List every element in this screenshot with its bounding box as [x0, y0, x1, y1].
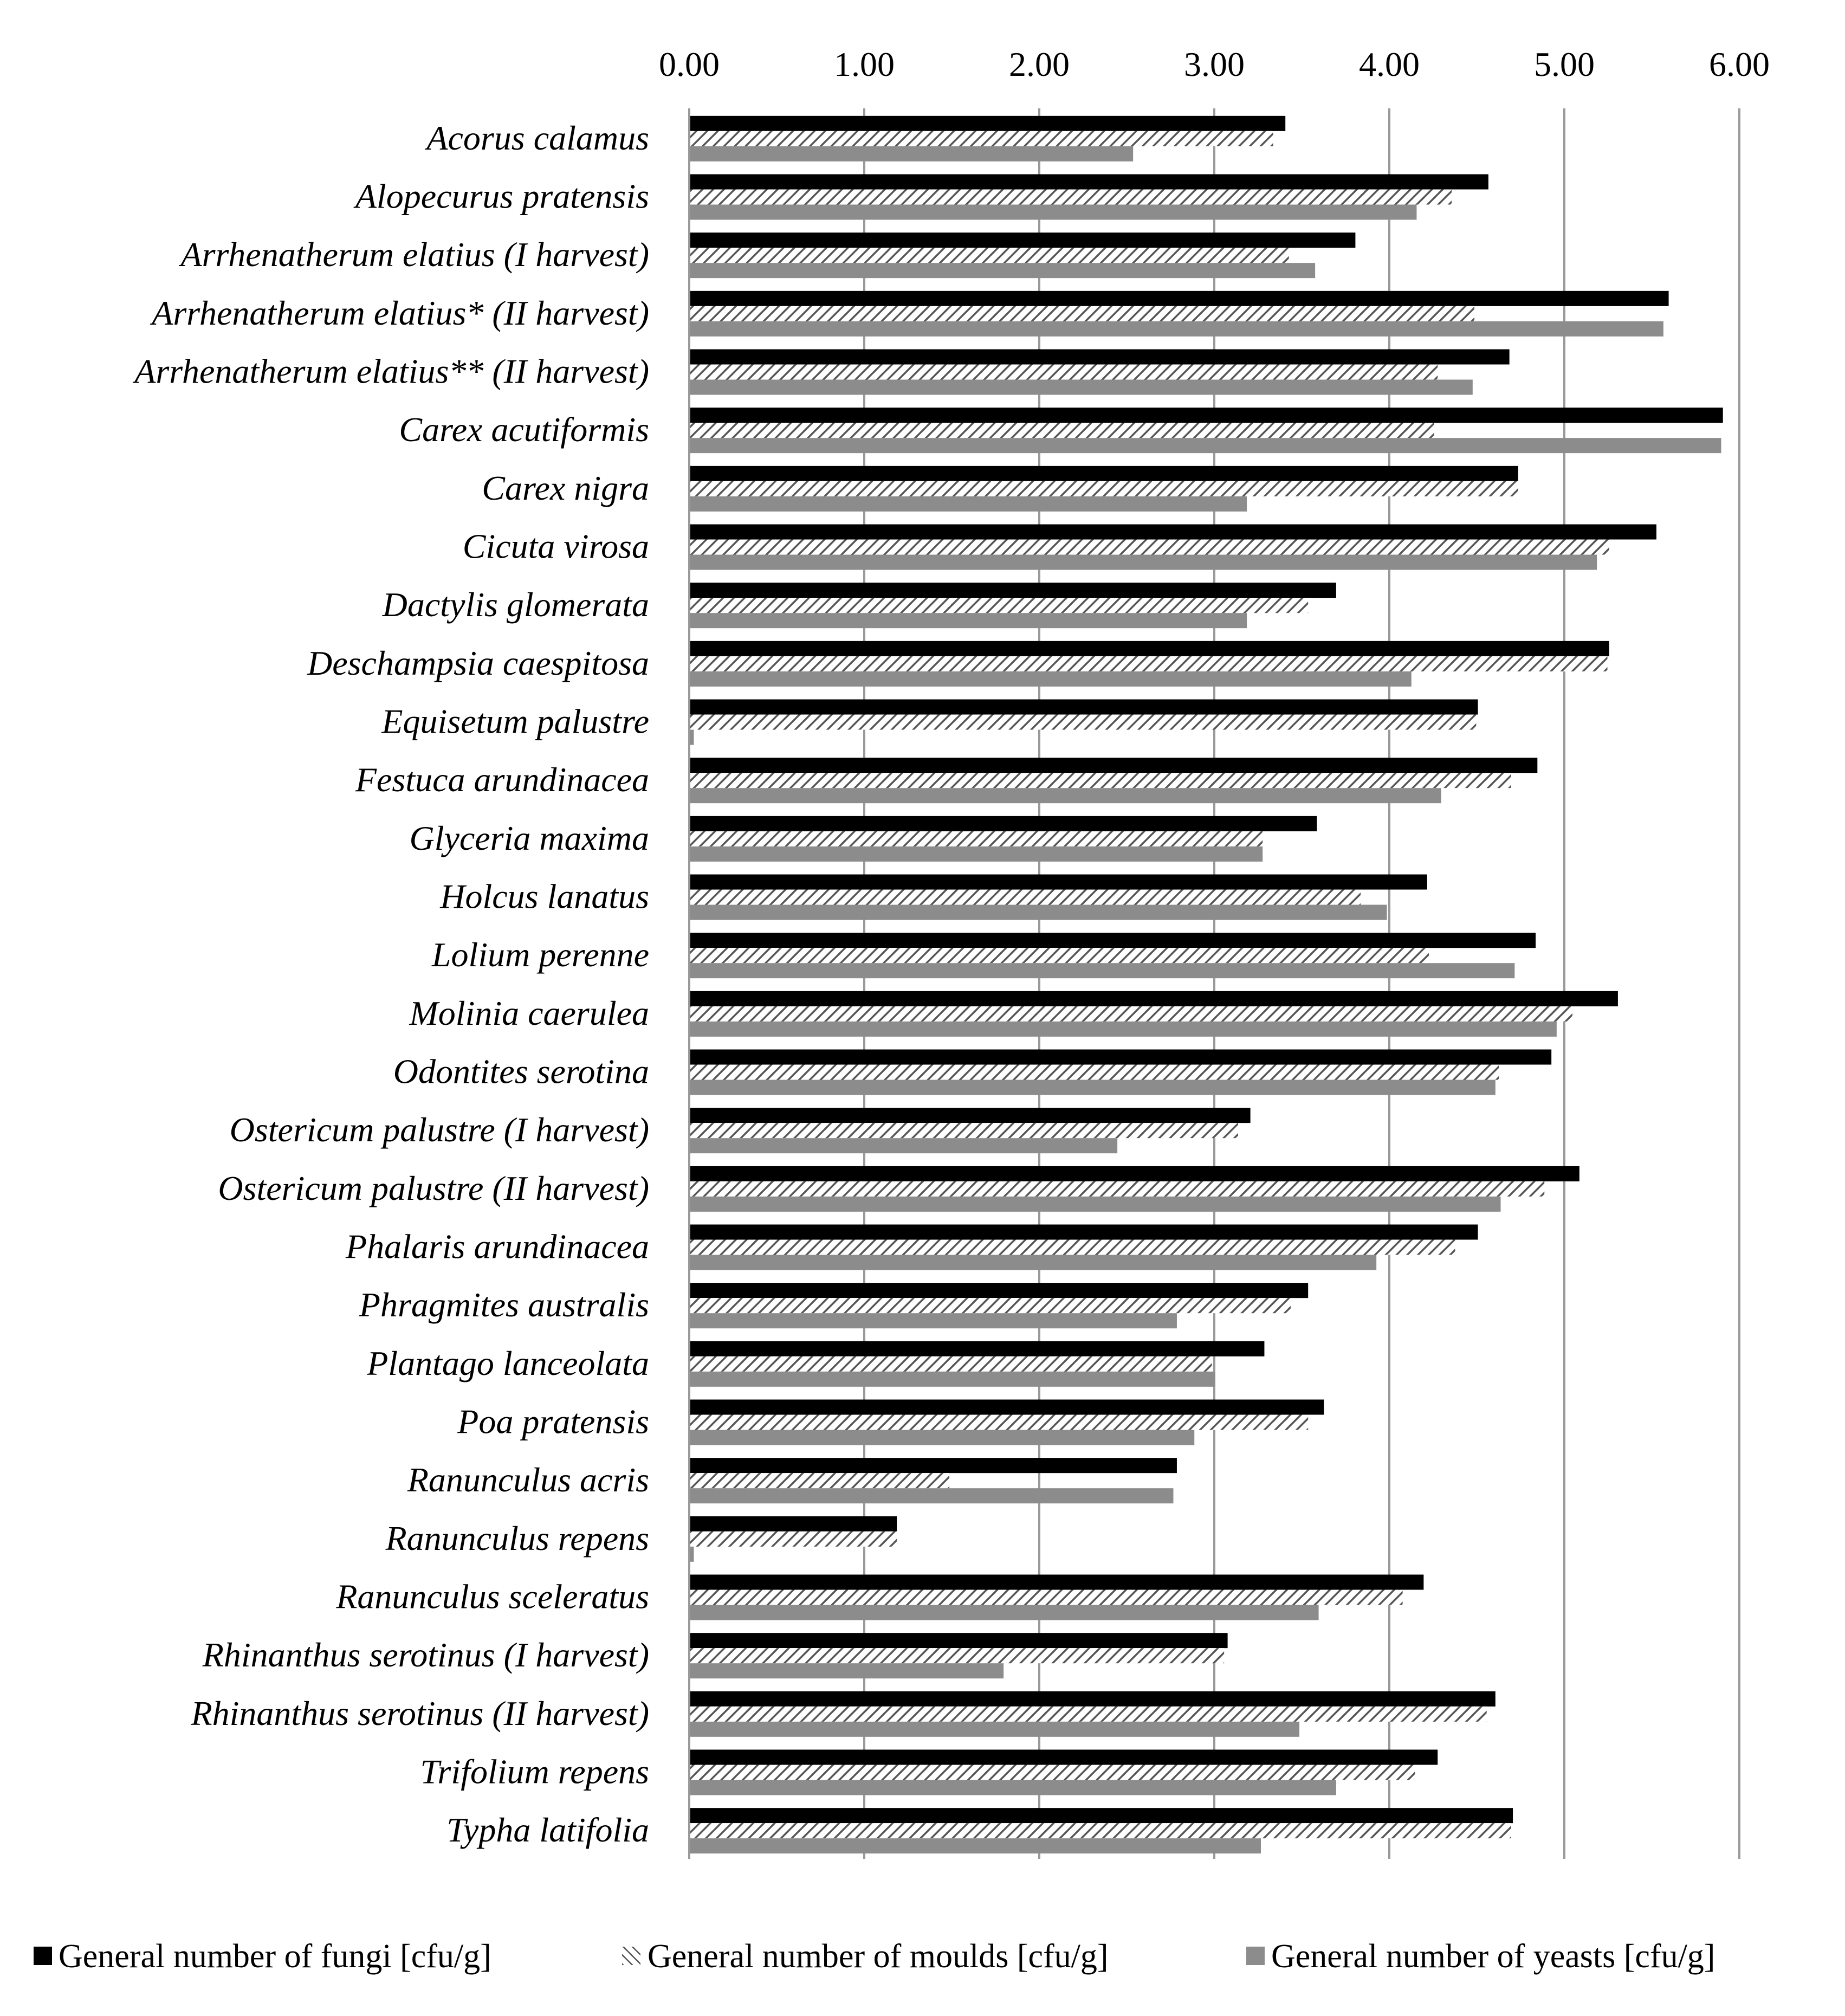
bar-moulds	[690, 190, 1452, 205]
category-label: Equisetum palustre	[381, 702, 649, 741]
bar-yeasts	[690, 1780, 1336, 1795]
category-label: Arrhenatherum elatius* (II harvest)	[152, 293, 649, 332]
category-label: Phalaris arundinacea	[346, 1227, 649, 1266]
bar-yeasts	[690, 438, 1721, 453]
legend-swatch	[34, 1947, 52, 1965]
bar-moulds	[690, 131, 1273, 146]
bar-fungi	[690, 1808, 1513, 1823]
legend	[34, 1938, 1715, 1975]
category-label: Acorus calamus	[426, 118, 649, 157]
category-label: Rhinanthus serotinus (II harvest)	[191, 1694, 649, 1733]
bar-moulds	[690, 1415, 1308, 1430]
bar-fungi	[690, 1400, 1324, 1415]
bar-fungi	[690, 350, 1510, 365]
bar-fungi	[690, 408, 1723, 423]
bar-moulds	[690, 1356, 1212, 1372]
category-label: Dactylis glomerata	[382, 585, 649, 624]
bar-fungi	[690, 291, 1669, 306]
category-label: Festuca arundinacea	[355, 760, 649, 799]
bar-moulds	[690, 656, 1608, 671]
legend-label: General number of moulds [cfu/g]	[648, 1938, 1109, 1975]
bar-moulds	[690, 773, 1511, 788]
bar-yeasts	[690, 1547, 694, 1562]
category-label: Ranunculus acris	[407, 1461, 649, 1500]
category-label: Carex acutiformis	[399, 410, 649, 449]
category-label: Carex nigra	[482, 468, 649, 507]
category-label: Trifolium repens	[420, 1752, 649, 1791]
bar-yeasts	[690, 1722, 1299, 1737]
category-label: Ranunculus repens	[385, 1519, 649, 1558]
x-axis-tick-labels	[659, 45, 1770, 83]
x-tick-label: 4.00	[1359, 45, 1420, 83]
bar-fungi	[690, 1458, 1177, 1473]
x-tick-label: 6.00	[1709, 45, 1770, 83]
bar-moulds	[690, 365, 1438, 380]
bar-fungi	[690, 991, 1618, 1006]
x-tick-label: 2.00	[1009, 45, 1070, 83]
bar-moulds	[690, 831, 1263, 847]
bar-moulds	[690, 1240, 1455, 1255]
bar-moulds	[690, 1590, 1403, 1605]
bar-fungi	[690, 875, 1427, 890]
bar-yeasts	[690, 963, 1514, 978]
bar-moulds	[690, 1532, 897, 1547]
bar-yeasts	[690, 263, 1315, 278]
category-label: Ranunculus sceleratus	[336, 1577, 649, 1616]
bar-fungi	[690, 583, 1336, 598]
category-label: Odontites serotina	[393, 1052, 649, 1091]
category-label: Typha latifolia	[446, 1811, 649, 1850]
bar-fungi	[690, 1633, 1228, 1648]
category-label: Arrhenatherum elatius (I harvest)	[180, 235, 649, 274]
bar-fungi	[690, 1108, 1251, 1123]
bar-yeasts	[690, 1313, 1177, 1328]
category-label: Arrhenatherum elatius** (II harvest)	[134, 352, 649, 391]
bar-fungi	[690, 758, 1537, 773]
bar-yeasts	[690, 788, 1441, 803]
bar-moulds	[690, 1006, 1572, 1022]
bar-moulds	[690, 1473, 949, 1488]
bar-fungi	[690, 641, 1609, 656]
bar-moulds	[690, 948, 1429, 963]
bar-yeasts	[690, 613, 1247, 628]
bar-fungi	[690, 116, 1285, 131]
category-labels	[132, 119, 649, 1849]
x-tick-label: 1.00	[834, 45, 895, 83]
bar-fungi	[690, 175, 1488, 190]
bars	[690, 116, 1723, 1853]
category-label: Ostericum palustre (I harvest)	[229, 1110, 649, 1149]
bar-fungi	[690, 466, 1518, 481]
bar-yeasts	[690, 321, 1663, 337]
bar-moulds	[690, 1298, 1291, 1313]
bar-fungi	[690, 1750, 1438, 1765]
legend-label: General number of fungi [cfu/g]	[59, 1938, 491, 1975]
x-tick-label: 5.00	[1534, 45, 1595, 83]
bar-yeasts	[690, 496, 1247, 512]
bar-moulds	[690, 1123, 1238, 1138]
category-label: Plantago lanceolata	[367, 1343, 649, 1382]
bar-moulds	[690, 540, 1609, 555]
category-label: Glyceria maxima	[409, 818, 649, 857]
legend-swatch	[622, 1947, 640, 1965]
bar-fungi	[690, 700, 1478, 715]
bar-yeasts	[690, 555, 1597, 570]
bar-yeasts	[690, 146, 1133, 161]
bar-moulds	[690, 1823, 1511, 1838]
bar-moulds	[690, 481, 1518, 496]
bar-yeasts	[690, 1430, 1194, 1445]
bar-moulds	[690, 1765, 1415, 1780]
category-label: Phragmites australis	[359, 1285, 649, 1324]
category-label: Holcus lanatus	[440, 877, 649, 916]
bar-moulds	[690, 890, 1361, 905]
bar-moulds	[690, 598, 1308, 613]
bar-yeasts	[690, 905, 1387, 920]
bar-yeasts	[690, 1080, 1496, 1095]
bar-yeasts	[690, 671, 1412, 687]
bar-fungi	[690, 933, 1536, 948]
x-tick-label: 0.00	[659, 45, 720, 83]
bar-yeasts	[690, 1255, 1376, 1270]
bar-fungi	[690, 1516, 897, 1532]
category-label: Alopecurus pratensis	[355, 177, 649, 216]
category-label: Lolium perenne	[431, 935, 649, 974]
bar-fungi	[690, 1575, 1423, 1590]
bar-moulds	[690, 1065, 1499, 1080]
bar-yeasts	[690, 1605, 1319, 1620]
bar-fungi	[690, 1050, 1551, 1065]
bar-yeasts	[690, 1372, 1215, 1387]
bar-yeasts	[690, 847, 1263, 862]
bar-yeasts	[690, 1197, 1500, 1212]
category-label: Cicuta virosa	[462, 527, 649, 566]
bar-fungi	[690, 232, 1355, 248]
bar-fungi	[690, 1691, 1496, 1707]
bar-moulds	[690, 715, 1476, 730]
bar-moulds	[690, 248, 1289, 263]
bar-fungi	[690, 1283, 1308, 1298]
bar-fungi	[690, 525, 1656, 540]
category-label: Poa pratensis	[457, 1402, 649, 1441]
bar-yeasts	[690, 380, 1473, 395]
legend-label: General number of yeasts [cfu/g]	[1271, 1938, 1715, 1975]
bar-moulds	[690, 306, 1474, 321]
x-tick-label: 3.00	[1184, 45, 1245, 83]
bar-yeasts	[690, 1022, 1557, 1037]
bar-yeasts	[690, 1138, 1117, 1153]
bar-fungi	[690, 1166, 1579, 1181]
bar-fungi	[690, 1225, 1478, 1240]
category-label: Rhinanthus serotinus (I harvest)	[202, 1636, 649, 1675]
bar-moulds	[690, 1181, 1544, 1197]
category-label: Deschampsia caespitosa	[307, 643, 649, 682]
bar-moulds	[690, 423, 1434, 438]
bar-fungi	[690, 1341, 1264, 1356]
bar-moulds	[690, 1648, 1224, 1663]
bar-yeasts	[690, 1488, 1173, 1503]
bar-yeasts	[690, 1838, 1261, 1853]
legend-swatch	[1246, 1947, 1265, 1965]
bar-moulds	[690, 1707, 1487, 1722]
bar-fungi	[690, 816, 1317, 831]
category-label: Molinia caerulea	[409, 993, 649, 1032]
bar-yeasts	[690, 1663, 1004, 1678]
bar-yeasts	[690, 205, 1416, 220]
category-label: Ostericum palustre (II harvest)	[218, 1168, 649, 1207]
bar-yeasts	[690, 730, 694, 745]
